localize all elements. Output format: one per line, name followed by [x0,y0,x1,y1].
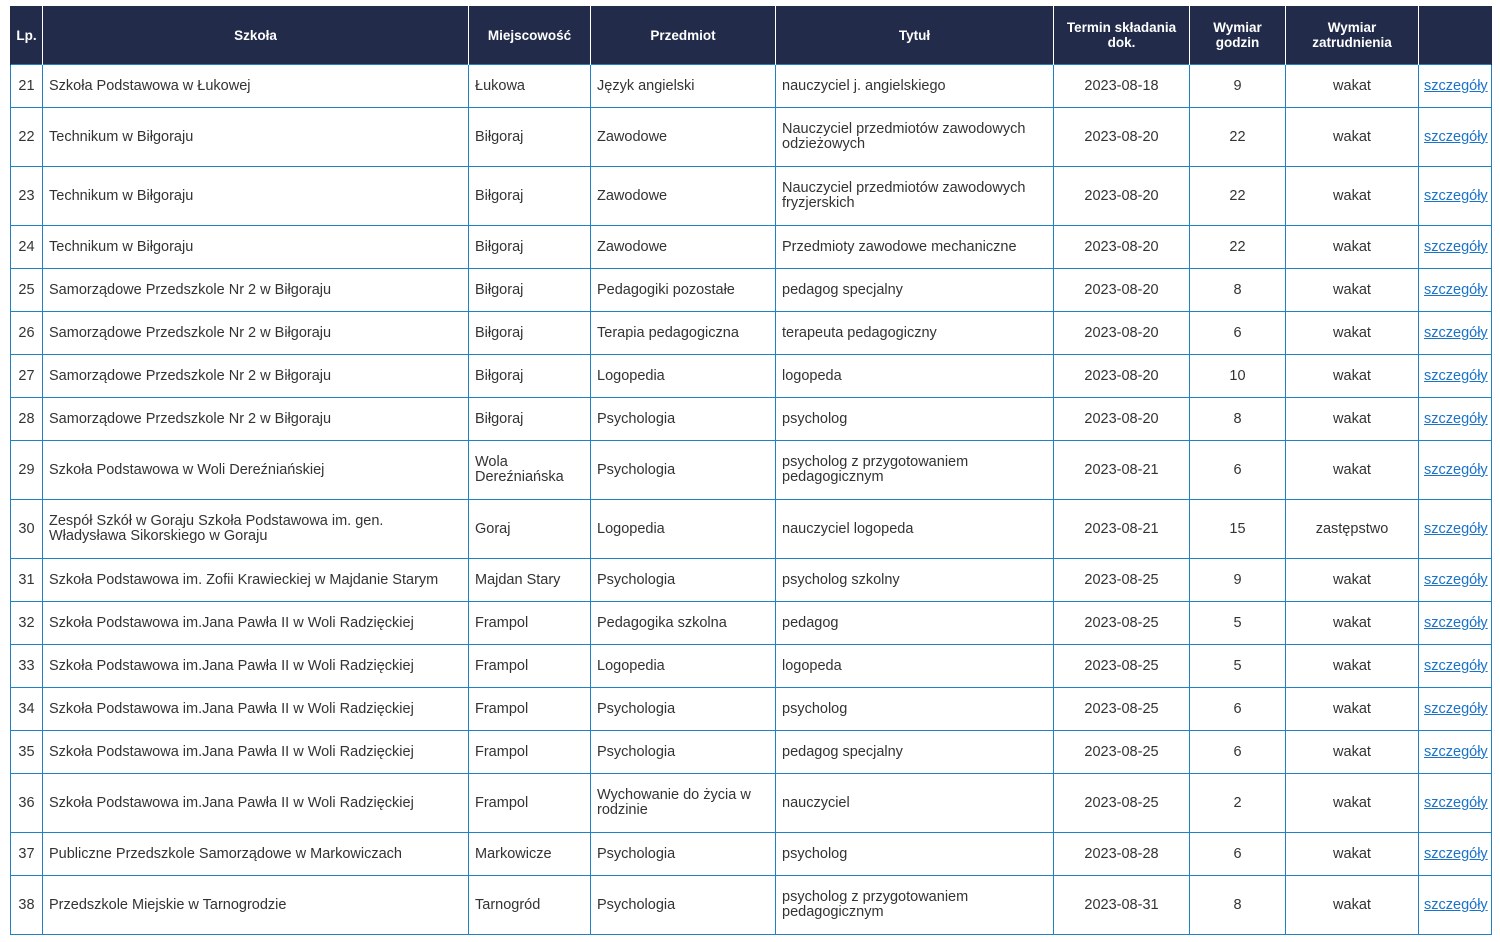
cell-lp: 38 [11,876,43,935]
cell-termin: 2023-08-25 [1054,602,1190,645]
cell-wymiar-zatrudnienia: wakat [1286,559,1419,602]
cell-miejscowosc: Frampol [469,731,591,774]
cell-tytul: Nauczyciel przedmiotów zawodowych fryzjerskich [776,167,1054,226]
cell-wymiar-zatrudnienia: wakat [1286,602,1419,645]
cell-przedmiot: Zawodowe [591,226,776,269]
cell-tytul: nauczyciel [776,774,1054,833]
job-offers-table [10,6,1492,935]
cell-wymiar-godzin: 9 [1190,559,1286,602]
cell-wymiar-zatrudnienia: wakat [1286,355,1419,398]
cell-przedmiot: Zawodowe [591,167,776,226]
cell-termin: 2023-08-20 [1054,355,1190,398]
cell-miejscowosc: Biłgoraj [469,167,591,226]
cell-przedmiot: Pedagogiki pozostałe [591,269,776,312]
table-row [11,108,1492,167]
cell-wymiar-godzin: 6 [1190,441,1286,500]
cell-tytul: logopeda [776,645,1054,688]
cell-termin: 2023-08-20 [1054,226,1190,269]
cell-wymiar-zatrudnienia: wakat [1286,774,1419,833]
cell-szkola: Szkoła Podstawowa im.Jana Pawła II w Woli Radzięckiej [43,731,469,774]
cell-termin: 2023-08-20 [1054,398,1190,441]
cell-tytul: psycholog [776,398,1054,441]
details-link[interactable]: szczegóły [1424,794,1488,811]
cell-wymiar-zatrudnienia: wakat [1286,226,1419,269]
cell-wymiar-zatrudnienia: wakat [1286,833,1419,876]
cell-szkola: Zespół Szkół w Goraju Szkoła Podstawowa im. gen. Władysława Sikorskiego w Goraju [43,500,469,559]
header-wymiar-zatrudnienia: Wymiar zatrudnienia [1286,6,1419,65]
cell-details [1419,398,1492,441]
cell-wymiar-godzin: 22 [1190,108,1286,167]
cell-szkola: Szkoła Podstawowa im.Jana Pawła II w Woli Radzięckiej [43,774,469,833]
cell-termin: 2023-08-20 [1054,108,1190,167]
table-row [11,833,1492,876]
cell-termin: 2023-08-25 [1054,688,1190,731]
cell-lp: 33 [11,645,43,688]
cell-przedmiot: Psychologia [591,876,776,935]
cell-wymiar-godzin: 15 [1190,500,1286,559]
cell-lp: 28 [11,398,43,441]
cell-termin: 2023-08-18 [1054,65,1190,108]
header-lp: Lp. [11,6,43,65]
cell-miejscowosc: Markowicze [469,833,591,876]
cell-miejscowosc: Łukowa [469,65,591,108]
cell-lp: 27 [11,355,43,398]
cell-termin: 2023-08-20 [1054,312,1190,355]
details-link[interactable]: szczegóły [1424,571,1488,588]
cell-miejscowosc: Tarnogród [469,876,591,935]
cell-przedmiot: Terapia pedagogiczna [591,312,776,355]
cell-przedmiot: Psychologia [591,559,776,602]
cell-details [1419,559,1492,602]
cell-miejscowosc: Biłgoraj [469,398,591,441]
cell-details [1419,602,1492,645]
table-header [11,6,1492,65]
cell-lp: 30 [11,500,43,559]
cell-wymiar-zatrudnienia: zastępstwo [1286,500,1419,559]
cell-details [1419,731,1492,774]
cell-wymiar-zatrudnienia: wakat [1286,441,1419,500]
cell-details [1419,108,1492,167]
cell-szkola: Publiczne Przedszkole Samorządowe w Markowiczach [43,833,469,876]
cell-szkola: Szkoła Podstawowa w Woli Dereźniańskiej [43,441,469,500]
cell-szkola: Przedszkole Miejskie w Tarnogrodzie [43,876,469,935]
cell-wymiar-zatrudnienia: wakat [1286,688,1419,731]
header-tytul: Tytuł [776,6,1054,65]
table-row [11,645,1492,688]
table-row [11,731,1492,774]
details-link[interactable]: szczegóły [1424,238,1488,255]
details-link[interactable]: szczegóły [1424,410,1488,427]
cell-details [1419,500,1492,559]
cell-szkola: Technikum w Biłgoraju [43,167,469,226]
cell-lp: 34 [11,688,43,731]
cell-wymiar-godzin: 8 [1190,269,1286,312]
cell-przedmiot: Psychologia [591,731,776,774]
cell-lp: 35 [11,731,43,774]
cell-tytul: terapeuta pedagogiczny [776,312,1054,355]
cell-lp: 37 [11,833,43,876]
cell-szkola: Samorządowe Przedszkole Nr 2 w Biłgoraju [43,312,469,355]
table-row [11,602,1492,645]
cell-wymiar-godzin: 10 [1190,355,1286,398]
cell-miejscowosc: Biłgoraj [469,312,591,355]
cell-details [1419,355,1492,398]
cell-tytul: pedagog [776,602,1054,645]
cell-lp: 25 [11,269,43,312]
details-link[interactable]: szczegóły [1424,700,1488,717]
cell-termin: 2023-08-25 [1054,645,1190,688]
cell-termin: 2023-08-20 [1054,167,1190,226]
header-miejscowosc: Miejscowość [469,6,591,65]
cell-lp: 22 [11,108,43,167]
table-row [11,688,1492,731]
cell-tytul: psycholog z przygotowaniem pedagogicznym [776,876,1054,935]
header-actions [1419,6,1492,65]
table-row [11,312,1492,355]
cell-wymiar-zatrudnienia: wakat [1286,167,1419,226]
cell-wymiar-godzin: 8 [1190,876,1286,935]
cell-szkola: Technikum w Biłgoraju [43,226,469,269]
cell-przedmiot: Psychologia [591,833,776,876]
cell-szkola: Technikum w Biłgoraju [43,108,469,167]
details-link[interactable]: szczegóły [1424,657,1488,674]
table-row [11,500,1492,559]
cell-szkola: Szkoła Podstawowa im.Jana Pawła II w Woli Radzięckiej [43,645,469,688]
cell-wymiar-zatrudnienia: wakat [1286,876,1419,935]
details-link[interactable]: szczegóły [1424,324,1488,341]
table-row [11,559,1492,602]
cell-details [1419,833,1492,876]
cell-miejscowosc: Frampol [469,645,591,688]
cell-miejscowosc: Biłgoraj [469,355,591,398]
cell-details [1419,688,1492,731]
table-row [11,355,1492,398]
job-offers-table-container [10,6,1491,935]
cell-wymiar-zatrudnienia: wakat [1286,731,1419,774]
cell-termin: 2023-08-25 [1054,731,1190,774]
cell-details [1419,774,1492,833]
cell-lp: 24 [11,226,43,269]
cell-wymiar-godzin: 22 [1190,226,1286,269]
cell-termin: 2023-08-20 [1054,269,1190,312]
details-link[interactable]: szczegóły [1424,845,1488,862]
details-link[interactable]: szczegóły [1424,614,1488,631]
cell-lp: 21 [11,65,43,108]
table-row [11,774,1492,833]
cell-przedmiot: Logopedia [591,355,776,398]
details-link[interactable]: szczegóły [1424,128,1488,145]
cell-szkola: Samorządowe Przedszkole Nr 2 w Biłgoraju [43,398,469,441]
cell-tytul: psycholog z przygotowaniem pedagogicznym [776,441,1054,500]
cell-lp: 23 [11,167,43,226]
cell-termin: 2023-08-25 [1054,559,1190,602]
header-termin: Termin składania dok. [1054,6,1190,65]
cell-wymiar-zatrudnienia: wakat [1286,645,1419,688]
cell-przedmiot: Psychologia [591,441,776,500]
cell-miejscowosc: Biłgoraj [469,226,591,269]
cell-termin: 2023-08-31 [1054,876,1190,935]
cell-wymiar-godzin: 2 [1190,774,1286,833]
cell-miejscowosc: Goraj [469,500,591,559]
cell-details [1419,269,1492,312]
cell-wymiar-godzin: 6 [1190,731,1286,774]
cell-szkola: Szkoła Podstawowa im.Jana Pawła II w Woli Radzięckiej [43,602,469,645]
cell-lp: 31 [11,559,43,602]
cell-wymiar-zatrudnienia: wakat [1286,312,1419,355]
cell-termin: 2023-08-21 [1054,500,1190,559]
cell-miejscowosc: Wola Dereźniańska [469,441,591,500]
cell-szkola: Szkoła Podstawowa im. Zofii Krawieckiej w Majdanie Starym [43,559,469,602]
details-link[interactable]: szczegóły [1424,281,1488,298]
header-szkola: Szkoła [43,6,469,65]
cell-przedmiot: Logopedia [591,645,776,688]
table-row [11,167,1492,226]
cell-termin: 2023-08-25 [1054,774,1190,833]
cell-wymiar-godzin: 9 [1190,65,1286,108]
cell-tytul: logopeda [776,355,1054,398]
table-row [11,269,1492,312]
cell-miejscowosc: Biłgoraj [469,108,591,167]
cell-przedmiot: Psychologia [591,688,776,731]
cell-tytul: Nauczyciel przedmiotów zawodowych odzieżowych [776,108,1054,167]
cell-wymiar-godzin: 6 [1190,312,1286,355]
cell-szkola: Samorządowe Przedszkole Nr 2 w Biłgoraju [43,355,469,398]
cell-wymiar-zatrudnienia: wakat [1286,108,1419,167]
details-link[interactable]: szczegóły [1424,520,1488,537]
cell-lp: 29 [11,441,43,500]
cell-wymiar-godzin: 5 [1190,602,1286,645]
table-row [11,226,1492,269]
cell-termin: 2023-08-21 [1054,441,1190,500]
cell-lp: 26 [11,312,43,355]
details-link[interactable]: szczegóły [1424,743,1488,760]
cell-tytul: pedagog specjalny [776,269,1054,312]
cell-tytul: psycholog [776,688,1054,731]
table-row [11,398,1492,441]
cell-termin: 2023-08-28 [1054,833,1190,876]
cell-details [1419,226,1492,269]
header-wymiar-godzin: Wymiar godzin [1190,6,1286,65]
header-row [11,6,1492,65]
cell-tytul: psycholog [776,833,1054,876]
cell-tytul: nauczyciel logopeda [776,500,1054,559]
cell-wymiar-zatrudnienia: wakat [1286,65,1419,108]
details-link[interactable]: szczegóły [1424,187,1488,204]
header-przedmiot: Przedmiot [591,6,776,65]
cell-miejscowosc: Biłgoraj [469,269,591,312]
cell-miejscowosc: Frampol [469,602,591,645]
cell-szkola: Szkoła Podstawowa im.Jana Pawła II w Woli Radzięckiej [43,688,469,731]
cell-szkola: Samorządowe Przedszkole Nr 2 w Biłgoraju [43,269,469,312]
cell-przedmiot: Język angielski [591,65,776,108]
cell-lp: 32 [11,602,43,645]
cell-lp: 36 [11,774,43,833]
cell-miejscowosc: Majdan Stary [469,559,591,602]
details-link[interactable]: szczegóły [1424,461,1488,478]
cell-przedmiot: Logopedia [591,500,776,559]
cell-details [1419,645,1492,688]
table-row [11,876,1492,935]
cell-details [1419,441,1492,500]
cell-tytul: Przedmioty zawodowe mechaniczne [776,226,1054,269]
cell-wymiar-godzin: 6 [1190,688,1286,731]
cell-miejscowosc: Frampol [469,688,591,731]
cell-przedmiot: Psychologia [591,398,776,441]
cell-tytul: pedagog specjalny [776,731,1054,774]
cell-wymiar-godzin: 22 [1190,167,1286,226]
cell-tytul: nauczyciel j. angielskiego [776,65,1054,108]
table-row [11,65,1492,108]
details-link[interactable]: szczegóły [1424,367,1488,384]
cell-przedmiot: Zawodowe [591,108,776,167]
cell-details [1419,876,1492,935]
details-link[interactable]: szczegóły [1424,896,1488,913]
cell-szkola: Szkoła Podstawowa w Łukowej [43,65,469,108]
cell-wymiar-zatrudnienia: wakat [1286,398,1419,441]
cell-wymiar-zatrudnienia: wakat [1286,269,1419,312]
cell-przedmiot: Pedagogika szkolna [591,602,776,645]
cell-details [1419,167,1492,226]
cell-tytul: psycholog szkolny [776,559,1054,602]
table-body [11,65,1492,935]
cell-details [1419,65,1492,108]
cell-details [1419,312,1492,355]
details-link[interactable]: szczegóły [1424,77,1488,94]
table-row [11,441,1492,500]
cell-wymiar-godzin: 5 [1190,645,1286,688]
cell-wymiar-godzin: 6 [1190,833,1286,876]
cell-miejscowosc: Frampol [469,774,591,833]
cell-przedmiot: Wychowanie do życia w rodzinie [591,774,776,833]
cell-wymiar-godzin: 8 [1190,398,1286,441]
